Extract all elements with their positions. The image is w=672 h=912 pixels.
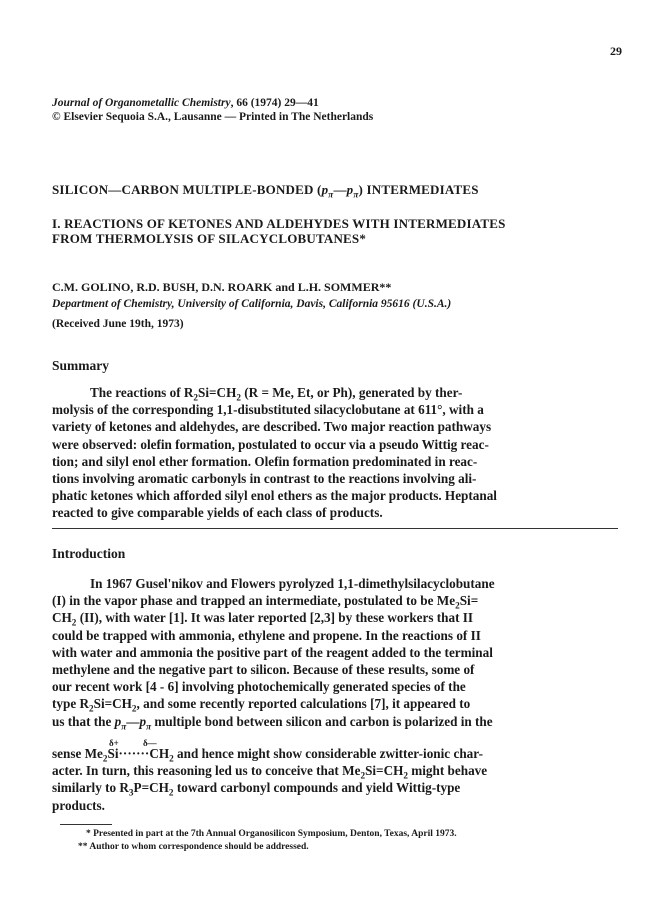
delta-minus-label: δ—: [143, 738, 157, 748]
authors: C.M. GOLINO, R.D. BUSH, D.N. ROARK and L.H. SOMMER**: [52, 280, 392, 294]
page-number: 29: [610, 44, 622, 58]
delta-plus-label: δ+: [109, 738, 119, 748]
paper-subtitle-line2: FROM THERMOLYSIS OF SILACYCLOBUTANES*: [52, 231, 367, 246]
section-divider: [52, 528, 618, 529]
introduction-paragraph-a: In 1967 Gusel'nikov and Flowers pyrolyzed 1,1-dimethylsilacyclobutane (I) in the vapor phase and trapped an intermediate, postulated to be $Me_2Si=$ $CH_2$ (II), with water [1]. It was later reported [2,3] by these workers that II could be trapped with ammonia, ethylene and propene. In the reactions of II with water and ammonia the positive part of the reagent added to the terminal methylene and the negative part to silicon. Because of these results, some of our recent work [4 - 6] involving photochemically generated species of the type $R_2Si=CH_2$, and some recently reported calculations [7], it appeared to us that the $p_\pi—p_\pi$ multiple bond between silicon and carbon is polarized in the: [52, 576, 495, 732]
paper-title: SILICON—CARBON MULTIPLE-BONDED $(p_\pi—p_\pi)$ INTERMEDIATES: [52, 182, 479, 200]
footnote-2: ** Author to whom correspondence should be addressed.: [78, 842, 309, 852]
paper-subtitle-line1: I. REACTIONS OF KETONES AND ALDEHYDES WITH INTERMEDIATES: [52, 216, 506, 231]
publisher-line: © Elsevier Sequoia S.A., Lausanne — Printed in The Netherlands: [52, 111, 374, 123]
summary-heading: Summary: [52, 358, 109, 373]
affiliation: Department of Chemistry, University of California, Davis, California 95616 (U.S.A.): [52, 298, 452, 310]
journal-name: Journal of Organometallic Chemistry: [52, 97, 231, 109]
received-date: (Received June 19th, 1973): [52, 318, 184, 330]
introduction-heading: Introduction: [52, 546, 126, 561]
journal-citation: [52, 96, 373, 124]
introduction-paragraph-b: sense $Me_2Si\cdot\cdot\cdot\cdot\cdot\cdot\cdot CH_2$ and hence might show considerable zwitter-ionic char- acter. In turn, this reasoning led us to conceive that $Me_2Si=CH_2$ might behave similarly to $R_3P=CH_2$ toward carbonyl compounds and yield Wittig-type products.: [52, 746, 488, 813]
footnote-1: * Presented in part at the 7th Annual Organosilicon Symposium, Denton, Texas, April 1973.: [86, 829, 457, 839]
journal-volume: , 66 (1974) 29—41: [230, 97, 319, 109]
footnote-divider: [60, 824, 112, 825]
summary-paragraph: The reactions of $R_2Si=CH_2$ (R = Me, Et, or Ph), generated by ther- molysis of the corresponding 1,1-disubstituted silacyclobutane at 611°, with a variety of ketones and aldehydes, are described. Two major reaction pathways were observed: olefin formation, postulated to occur via a pseudo Wittig reac- tion; and silyl enol ether formation. Olefin formation predominated in reac- tions involving aromatic carbonyls in contrast to the reactions involving ali- phatic ketones which afforded silyl enol ethers as the major products. Heptanal reacted to give comparable yields of each class of products.: [52, 385, 497, 521]
